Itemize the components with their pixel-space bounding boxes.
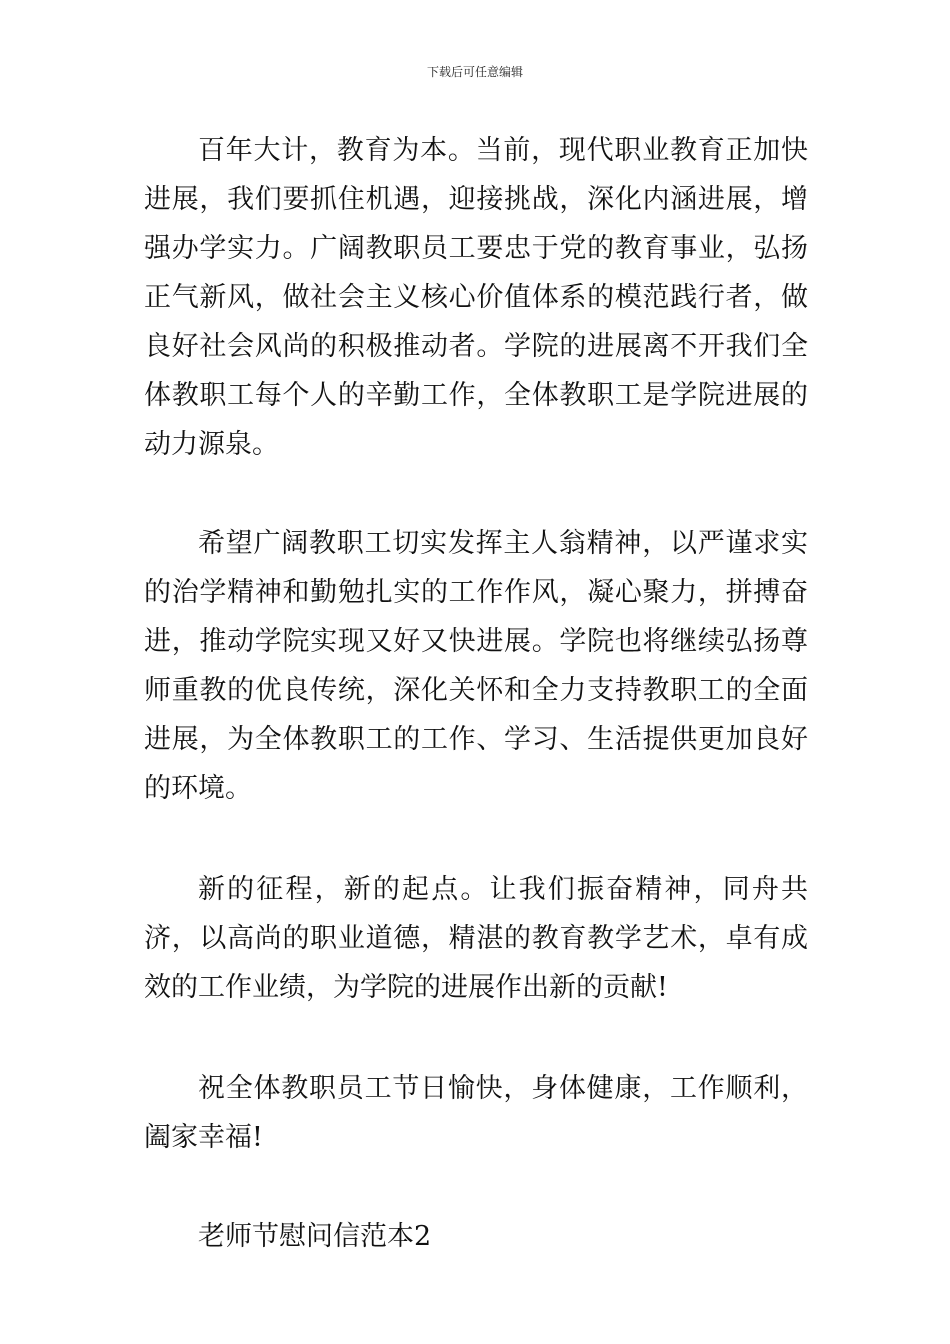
paragraph-2: 希望广阔教职工切实发挥主人翁精神，以严谨求实的治学精神和勤勉扎实的工作作风，凝心聚力，拼搏奋进，推动学院实现又好又快进展。学院也将继续弘扬尊师重教的优良传统，深化关怀和全力支持教职工的全面进展，为全体教职工的工作、学习、生活提供更加良好的环境。: [144, 528, 808, 804]
paragraph-1: 百年大计，教育为本。当前，现代职业教育正加快进展，我们要抓住机遇，迎接挑战，深化内涵进展，增强办学实力。广阔教职员工要忠于党的教育事业，弘扬正气新风，做社会主义核心价值体系的模范践行者，做良好社会风尚的积极推动者。学院的进展离不开我们全体教职工每个人的辛勤工作，全体教职工是学院进展的动力源泉。: [144, 135, 808, 460]
paragraph-4: 祝全体教职员工节日愉快，身体健康，工作顺利，阖家幸福!: [144, 1073, 808, 1153]
section-title: 老师节慰问信范本2: [198, 1221, 432, 1252]
paragraph-3: 新的征程，新的起点。让我们振奋精神，同舟共济，以高尚的职业道德，精湛的教育教学艺术，卓有成效的工作业绩，为学院的进展作出新的贡献!: [144, 874, 808, 1003]
page-header-note: 下载后可任意编辑: [426, 65, 523, 79]
document-body: [144, 126, 808, 1261]
